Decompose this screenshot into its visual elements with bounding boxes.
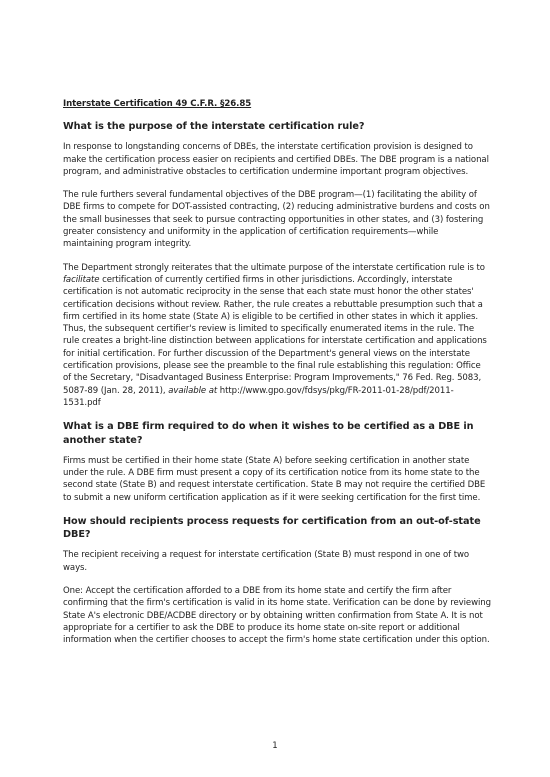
page-number: 1 [272,741,278,751]
paragraph-text: The Department strongly reiterates that the ultimate purpose of the interstate certification rule is to [63,262,485,273]
paragraph: Firms must be certified in their home state (State A) before seeking certification in another state under the rule. A DBE firm must present a copy of its certification notice from its home state to the second state (State B) and request interstate certification. State B may not require the certified DBE to submit a new uniform certification application as if it were seeking certification for the first time. [63,455,486,503]
paragraph-url: http://www.gpo.gov/fdsys/pkg/FR-2011-01-28/pdf/2011-1531.pdf [63,385,454,408]
section-heading-firm-requirements: What is a DBE firm required to do when it wishes to be certified as a DBE in another state? [63,421,474,446]
paragraph-text: certification of currently certified firms in other jurisdictions. Accordingly, interstate certification is not automatic reciprocity in the sense that each state must honor the other states' certification decisions without review. Rather, the rule creates a rebuttable presumption such that a firm certified in its home state (State A) is eligible to be certified in other states in which it applies. Thus, the subsequent certifier's review is limited to specifically enumerated items in the rule. The rule creates a bright-line distinction between applications for interstate certification and applications for initial certification. For further discussion of the Department's general views on the interstate certification provisions, please see the preamble to the final rule establishing this regulation: Office of the Secretary, "Disadvantaged Business Enterprise: Program Improvements," 76 Fed. Reg. 5083, 5087-89 (Jan. 28, 2011), [63,274,487,396]
paragraph: One: Accept the certification afforded to a DBE from its home state and certify the firm after confirming that the firm's certification is valid in its home state. Verification can be done by reviewing State A's electronic DBE/ACDBE directory or by obtaining written confirmation from State A. It is not appropriate for a certifier to ask the DBE to produce its home state on-site report or additional information when the certifier chooses to accept the firm's home state certification under this option. [63,586,491,646]
section-heading-recipient-processing: How should recipients process requests for certification from an out-of-state DBE? [63,515,481,541]
paragraph-department-views [63,262,491,410]
section-heading-purpose: What is the purpose of the interstate certification rule? [63,121,365,133]
paragraph: The rule furthers several fundamental objectives of the DBE program—(1) facilitating the ability of DBE firms to compete for DOT-assisted contracting, (2) reducing administrative burdens and costs on the small businesses that seek to pursue contracting opportunities in other states, and (3) fostering greater consistency and uniformity in the application of certification requirements—while maintaining program integrity. [63,190,490,250]
paragraph: The recipient receiving a request for interstate certification (State B) must respond in one of two ways. [63,550,470,573]
emphasis-available-at: available at [168,385,218,396]
document-title: Interstate Certification 49 C.F.R. §26.85 [63,99,252,109]
paragraph: In response to longstanding concerns of DBEs, the interstate certification provision is designed to make the certification process easier on recipients and certified DBEs. The DBE program is a national program, and administrative obstacles to certification undermine important program objectives. [63,142,489,177]
document-body [63,98,491,658]
emphasis-facilitate: facilitate [63,274,100,285]
